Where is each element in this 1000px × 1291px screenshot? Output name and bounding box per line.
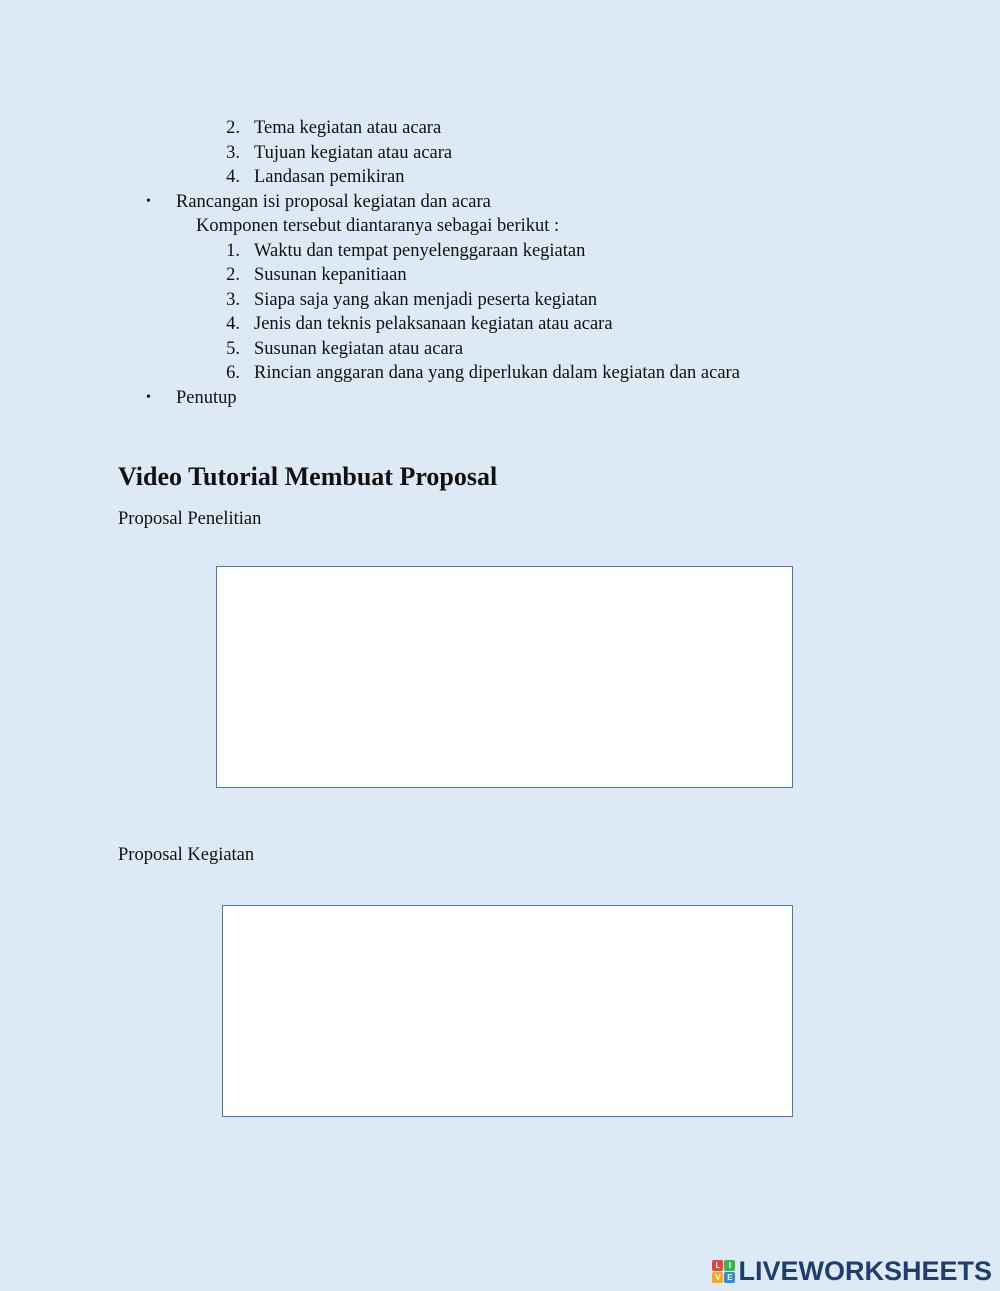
list-number: 3.	[226, 143, 240, 163]
list-item: Siapa saja yang akan menjadi peserta kegiatan	[254, 290, 598, 310]
bullet-point: •	[146, 390, 151, 405]
logo-letter-e: E	[724, 1272, 735, 1283]
list-number: 4.	[226, 167, 240, 187]
logo-icon	[712, 1260, 735, 1283]
list-item: Jenis dan teknis pelaksanaan kegiatan atau acara	[254, 314, 613, 334]
list-item: Landasan pemikiran	[254, 167, 405, 187]
list-item: Susunan kepanitiaan	[254, 265, 407, 285]
list-number: 4.	[226, 314, 240, 334]
list-number: 2.	[226, 118, 240, 138]
list-item: Waktu dan tempat penyelenggaraan kegiatan	[254, 241, 586, 261]
video-label-penelitian: Proposal Penelitian	[118, 509, 262, 529]
liveworksheets-logo	[712, 1255, 992, 1287]
logo-letter-i: I	[724, 1260, 735, 1271]
bullet-text: Rancangan isi proposal kegiatan dan acara	[176, 192, 491, 212]
list-item: Tema kegiatan atau acara	[254, 118, 442, 138]
list-number: 5.	[226, 339, 240, 359]
list-item: Rincian anggaran dana yang diperlukan dalam kegiatan dan acara	[254, 363, 740, 383]
video-label-kegiatan: Proposal Kegiatan	[118, 845, 255, 865]
list-number: 2.	[226, 265, 240, 285]
list-item: Tujuan kegiatan atau acara	[254, 143, 453, 163]
video-player-kegiatan[interactable]	[222, 905, 793, 1117]
logo-letter-v: V	[712, 1272, 723, 1283]
list-number: 3.	[226, 290, 240, 310]
logo-letter-l: L	[712, 1260, 723, 1271]
logo-text: LIVEWORKSHEETS	[738, 1255, 992, 1286]
section-heading: Video Tutorial Membuat Proposal	[118, 462, 498, 491]
list-number: 6.	[226, 363, 240, 383]
bullet-intro: Komponen tersebut diantaranya sebagai berikut :	[196, 216, 560, 236]
video-player-penelitian[interactable]	[216, 566, 793, 788]
list-item: Susunan kegiatan atau acara	[254, 339, 464, 359]
bullet-text: Penutup	[176, 388, 237, 408]
list-number: 1.	[226, 241, 240, 261]
bullet-point: •	[146, 194, 151, 209]
